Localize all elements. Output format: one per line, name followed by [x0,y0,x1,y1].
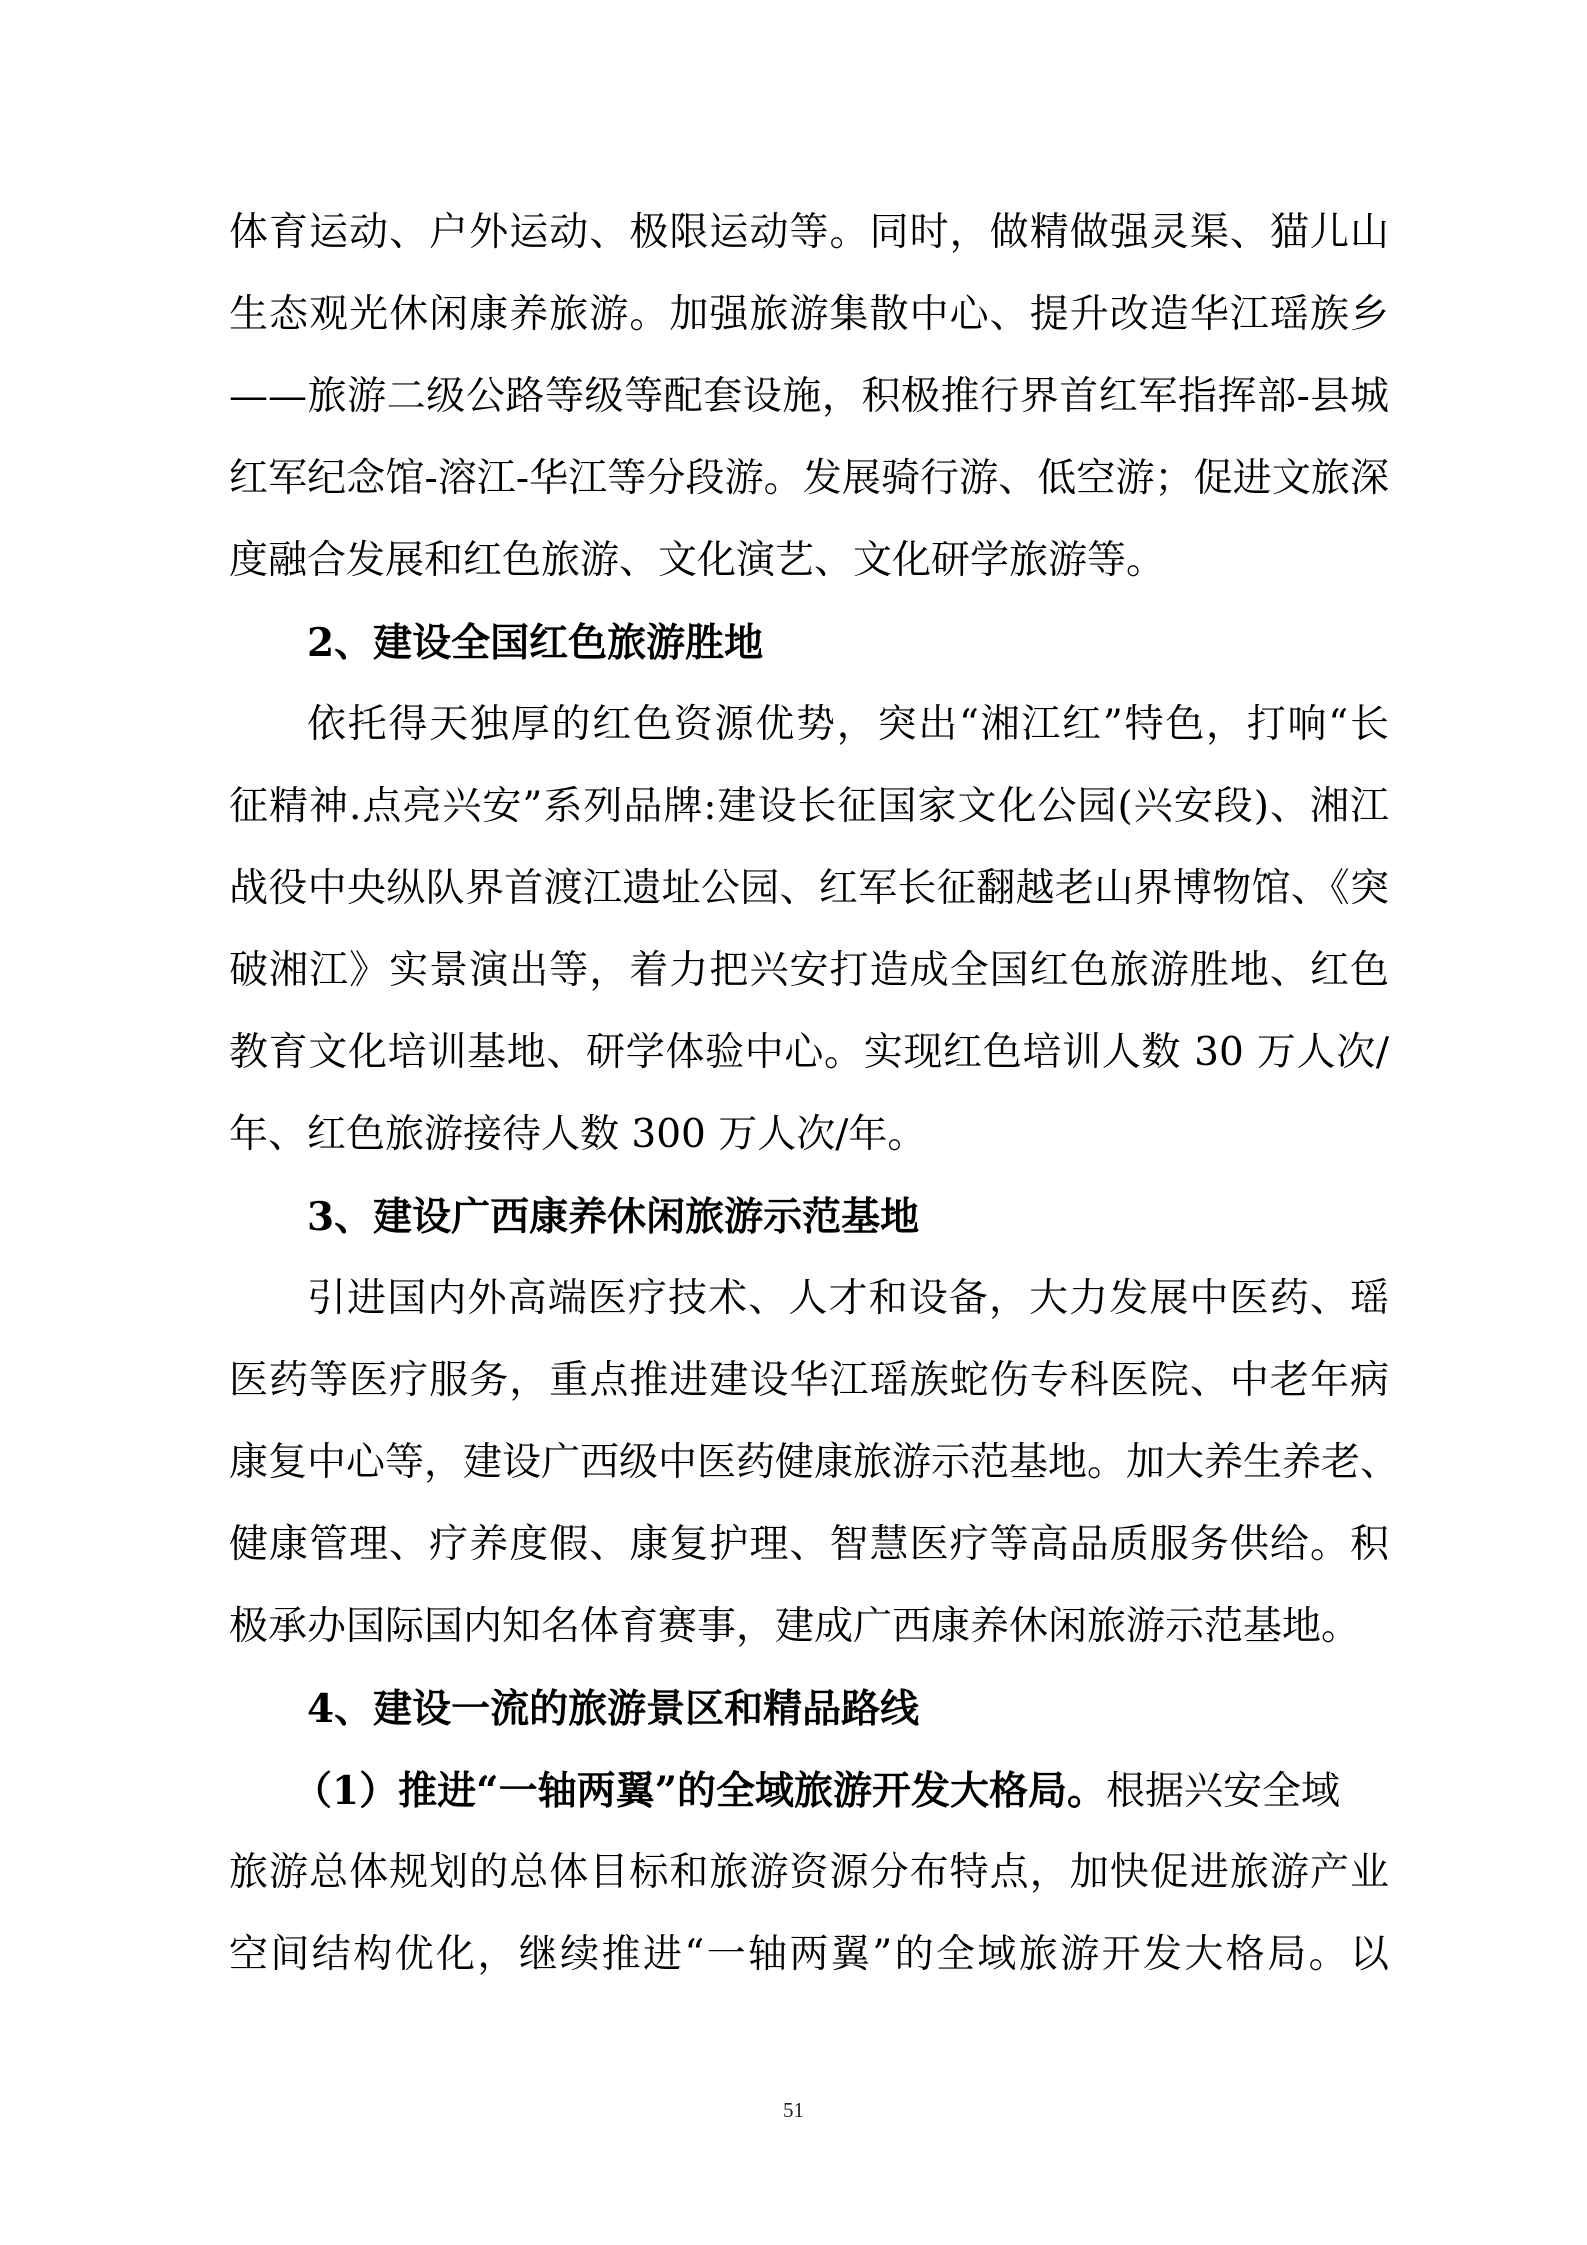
subsection-lead: （1）推进“一轴两翼”的全域旅游开发大格局。 [293,1768,1107,1814]
section-heading-4: 4、建设一流的旅游景区和精品路线 [307,1686,920,1732]
section-heading-3: 3、建设广西康养休闲旅游示范基地 [307,1194,920,1240]
text-line: 生态观光休闲康养旅游。加强旅游集散中心、提升改造华江瑶族乡 [229,292,1389,337]
paragraph-wellness-tourism [229,1258,1400,1668]
text-line: 战役中央纵队界首渡江遗址公园、红军长征翻越老山界博物馆、《突 [229,866,1389,911]
section-heading-2: 2、建设全国红色旅游胜地 [307,620,764,666]
text-line: 年、红色旅游接待人数 300 万人次/年。 [229,1112,927,1157]
document-body [229,192,1400,1996]
text-line: 破湘江》实景演出等，着力把兴安打造成全国红色旅游胜地、红色 [229,948,1389,993]
text-line: 健康管理、疗养度假、康复护理、智慧医疗等高品质服务供给。积 [229,1522,1389,1567]
text-line: 红军纪念馆-溶江-华江等分段游。发展骑行游、低空游；促进文旅深 [229,456,1389,501]
text-line: 医药等医疗服务，重点推进建设华江瑶族蛇伤专科医院、中老年病 [229,1358,1389,1403]
text-line: 依托得天独厚的红色资源优势，突出“湘江红”特色，打响“长 [307,702,1389,747]
text-run: 根据兴安全域 [1106,1769,1341,1814]
text-line: 征精神.点亮兴安”系列品牌:建设长征国家文化公园(兴安段)、湘江 [229,784,1389,829]
text-line: 教育文化培训基地、研学体验中心。实现红色培训人数 30 万人次/ [229,1030,1389,1075]
paragraph-red-tourism [229,684,1389,1176]
page-number: 51 [783,2098,804,2122]
paragraph-tourism-layout [229,1750,1389,1996]
text-line: 极承办国际国内知名体育赛事，建成广西康养休闲旅游示范基地。 [229,1604,1361,1649]
text-line: 体育运动、户外运动、极限运动等。同时，做精做强灵渠、猫儿山 [229,210,1389,255]
text-line: ——旅游二级公路等级等配套设施，积极推行界首红军指挥部-县城 [229,374,1389,419]
text-line: 空间结构优化，继续推进“一轴两翼”的全域旅游开发大格局。以 [229,1932,1389,1977]
text-line: 度融合发展和红色旅游、文化演艺、文化研学旅游等。 [229,538,1166,583]
text-line: 引进国内外高端医疗技术、人才和设备，大力发展中医药、瑶 [307,1276,1389,1321]
text-line: 旅游总体规划的总体目标和旅游资源分布特点，加快促进旅游产业 [229,1850,1389,1895]
text-line: 康复中心等，建设广西级中医药健康旅游示范基地。加大养生养老、 [229,1440,1400,1485]
paragraph-intro-continuation [229,192,1389,602]
text-line [229,1750,1389,1832]
